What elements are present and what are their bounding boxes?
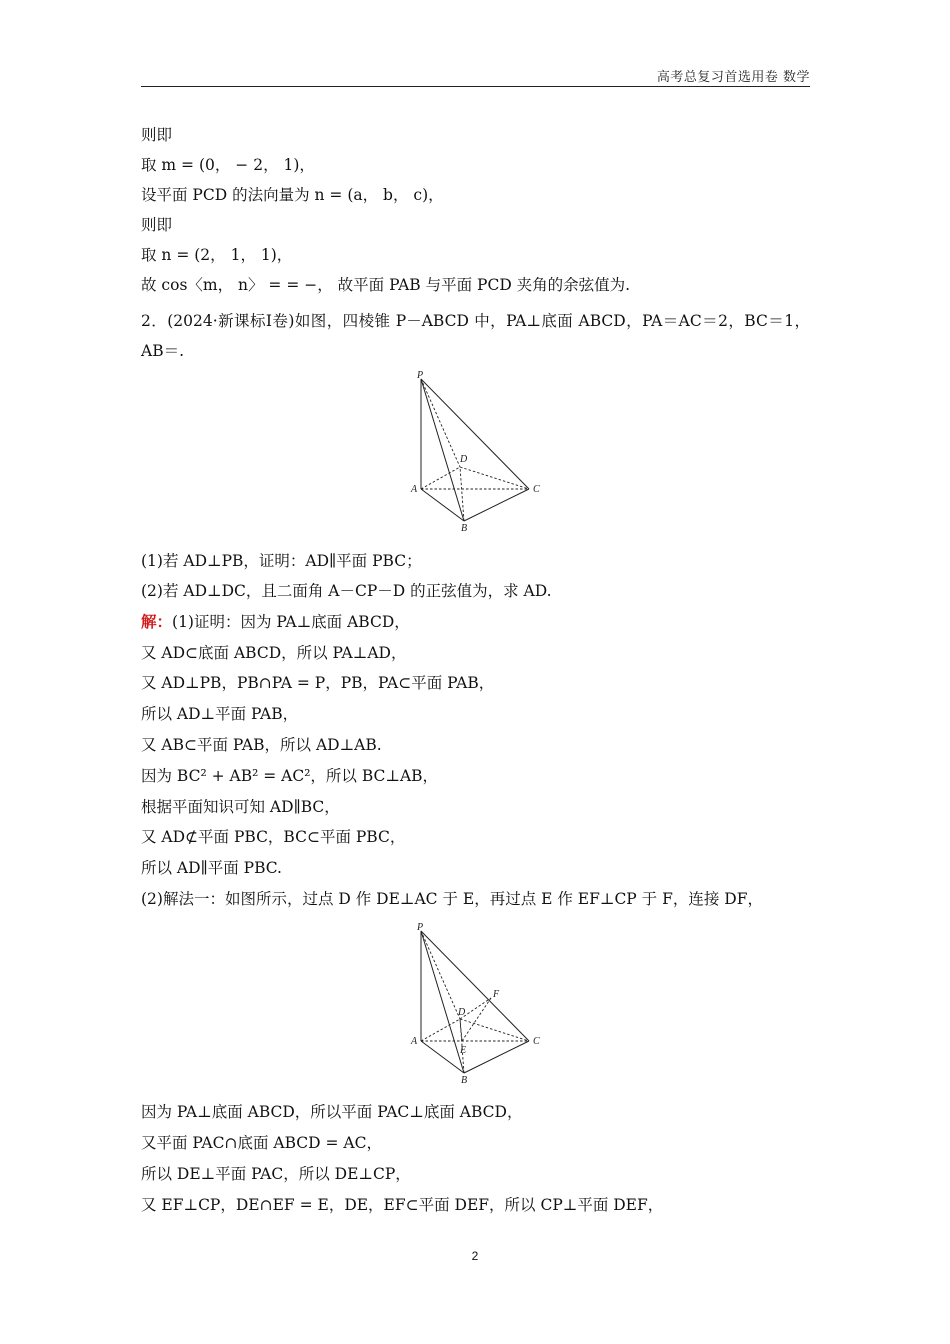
vertex-label-b: B	[461, 1075, 468, 1086]
page-number: 2	[471, 1249, 479, 1263]
text-line: 因为 BC² + AB² = AC²，所以 BC⊥AB，	[141, 767, 439, 785]
text-line: 所以 AD⊥平面 PAB，	[141, 705, 299, 723]
vertex-label-c: C	[533, 1036, 540, 1047]
text-line: 又 AB⊂平面 PAB，所以 AD⊥AB.	[141, 736, 382, 754]
vertex-label-d: D	[458, 1007, 466, 1018]
text-line: 则即	[141, 126, 173, 144]
problem-statement: 2．(2024·新课标Ⅰ卷)如图，四棱锥 P－ABCD 中，PA⊥底面 ABCD，PA＝AC＝2，BC＝1，AB＝.	[141, 312, 810, 360]
text-line: (2)解法一：如图所示，过点 D 作 DE⊥AC 于 E，再过点 E 作 EF⊥CP 于 F，连接 DF，	[141, 890, 763, 908]
text-line: 设平面 PCD 的法向量为 n = (a， b， c)，	[141, 186, 444, 204]
text-line: 又平面 PAC∩底面 ABCD = AC，	[141, 1134, 382, 1152]
text-line: (1)证明：因为 PA⊥底面 ABCD，	[172, 613, 410, 631]
pyramid-figure-1	[405, 368, 547, 534]
text-line: 所以 DE⊥平面 PAC，所以 DE⊥CP，	[141, 1165, 411, 1183]
solution-label: 解：	[141, 612, 173, 631]
vertex-label-c: C	[533, 484, 540, 495]
page-header	[141, 66, 810, 87]
text-line: 又 AD⊥PB，PB∩PA = P，PB，PA⊂平面 PAB，	[141, 674, 495, 692]
text-line: 又 EF⊥CP，DE∩EF = E，DE，EF⊂平面 DEF，所以 CP⊥平面 DEF，	[141, 1196, 664, 1214]
vertex-label-p: P	[417, 922, 424, 933]
solution-start	[141, 612, 410, 632]
header-title: 高考总复习首选用卷 数学	[656, 70, 810, 85]
text-line: 又 AD⊂底面 ABCD，所以 PA⊥AD，	[141, 644, 407, 662]
text-line: 则即	[141, 216, 173, 234]
text-line: 又 AD⊄平面 PBC，BC⊂平面 PBC，	[141, 828, 406, 846]
vertex-label-a: A	[411, 1036, 418, 1047]
question-2: (2)若 AD⊥DC，且二面角 A－CP－D 的正弦值为，求 AD.	[141, 582, 552, 600]
vertex-label-d: D	[460, 454, 468, 465]
text-line: 所以 AD∥平面 PBC.	[141, 859, 282, 877]
text-line: 取 n = (2， 1， 1)，	[141, 246, 293, 264]
vertex-label-p: P	[417, 370, 424, 381]
text-line: 因为 PA⊥底面 ABCD，所以平面 PAC⊥底面 ABCD，	[141, 1103, 523, 1121]
point-label-e: E	[460, 1045, 467, 1056]
text-line: 故 cos〈m， n〉 = = −， 故平面 PAB 与平面 PCD 夹角的余弦值为.	[141, 276, 631, 294]
text-line: 取 m = (0， − 2， 1)，	[141, 156, 315, 174]
point-label-f: F	[493, 989, 500, 1000]
question-1: (1)若 AD⊥PB，证明：AD∥平面 PBC；	[141, 552, 422, 570]
vertex-label-b: B	[461, 523, 468, 534]
vertex-label-a: A	[411, 484, 418, 495]
pyramid-figure-2	[405, 920, 547, 1086]
text-line: 根据平面知识可知 AD∥BC，	[141, 798, 340, 816]
